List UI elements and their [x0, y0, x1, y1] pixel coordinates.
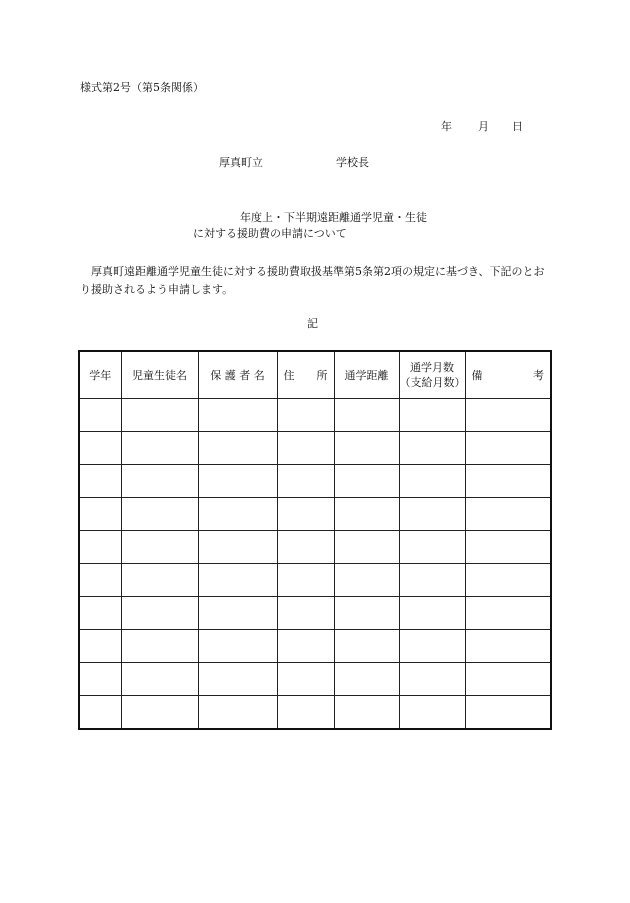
cell-student-name[interactable] — [121, 465, 198, 498]
header-months — [399, 351, 465, 399]
form-number-label: 様式第2号（第5条関係） — [80, 81, 204, 94]
header-grade: 学年 — [79, 351, 121, 399]
table-row — [79, 498, 551, 531]
table-row — [79, 597, 551, 630]
cell-student-name[interactable] — [121, 432, 198, 465]
cell-student-name[interactable] — [121, 531, 198, 564]
table-row — [79, 531, 551, 564]
cell-distance[interactable] — [334, 663, 399, 696]
header-distance: 通学距離 — [334, 351, 399, 399]
cell-remarks[interactable] — [465, 432, 551, 465]
cell-address[interactable] — [277, 597, 334, 630]
cell-guardian-name[interactable] — [198, 432, 277, 465]
cell-student-name[interactable] — [121, 663, 198, 696]
cell-remarks[interactable] — [465, 696, 551, 730]
cell-remarks[interactable] — [465, 564, 551, 597]
cell-remarks[interactable] — [465, 498, 551, 531]
ki-heading: 記 — [307, 317, 318, 330]
cell-months[interactable] — [399, 399, 465, 432]
application-body-text: 厚真町遠距離通学児童生徒に対する援助費取扱基準第5条第2項の規定に基づき、下記のとおり援助されるよう申請します。 — [80, 265, 545, 296]
header-months-main: 通学月数 — [410, 361, 454, 374]
cell-months[interactable] — [399, 663, 465, 696]
cell-address[interactable] — [277, 498, 334, 531]
cell-guardian-name[interactable] — [198, 399, 277, 432]
document-title-line2: に対する援助費の申請について — [193, 227, 347, 240]
cell-distance[interactable] — [334, 465, 399, 498]
cell-months[interactable] — [399, 531, 465, 564]
addressee-town: 厚真町立 — [219, 156, 263, 169]
header-months-sub: （支給月数） — [399, 376, 466, 389]
cell-grade[interactable] — [79, 696, 121, 730]
cell-student-name[interactable] — [121, 498, 198, 531]
cell-address[interactable] — [277, 465, 334, 498]
cell-address[interactable] — [277, 399, 334, 432]
cell-student-name[interactable] — [121, 696, 198, 730]
date-day-label: 日 — [512, 120, 523, 133]
cell-guardian-name[interactable] — [198, 696, 277, 730]
cell-grade[interactable] — [79, 498, 121, 531]
header-remarks-left: 備 — [471, 368, 483, 382]
document-title-line1: 年度上・下半期遠距離通学児童・生徒 — [240, 211, 427, 224]
cell-months[interactable] — [399, 498, 465, 531]
cell-remarks[interactable] — [465, 663, 551, 696]
table-row — [79, 564, 551, 597]
cell-student-name[interactable] — [121, 630, 198, 663]
cell-distance[interactable] — [334, 432, 399, 465]
cell-guardian-name[interactable] — [198, 663, 277, 696]
date-year-label: 年 — [441, 120, 452, 133]
cell-grade[interactable] — [79, 564, 121, 597]
cell-grade[interactable] — [79, 663, 121, 696]
cell-months[interactable] — [399, 465, 465, 498]
cell-grade[interactable] — [79, 597, 121, 630]
cell-address[interactable] — [277, 630, 334, 663]
cell-guardian-name[interactable] — [198, 498, 277, 531]
table-row — [79, 465, 551, 498]
cell-months[interactable] — [399, 630, 465, 663]
cell-months[interactable] — [399, 432, 465, 465]
cell-address[interactable] — [277, 696, 334, 730]
cell-guardian-name[interactable] — [198, 564, 277, 597]
cell-remarks[interactable] — [465, 597, 551, 630]
cell-distance[interactable] — [334, 696, 399, 730]
table-row — [79, 630, 551, 663]
table-row — [79, 432, 551, 465]
header-guardian-name: 保 護 者 名 — [198, 351, 277, 399]
cell-months[interactable] — [399, 597, 465, 630]
header-remarks — [465, 351, 551, 399]
cell-remarks[interactable] — [465, 630, 551, 663]
cell-distance[interactable] — [334, 399, 399, 432]
cell-months[interactable] — [399, 564, 465, 597]
cell-distance[interactable] — [334, 597, 399, 630]
cell-remarks[interactable] — [465, 465, 551, 498]
header-student-name: 児童生徒名 — [121, 351, 198, 399]
table-row — [79, 399, 551, 432]
date-month-label: 月 — [478, 120, 489, 133]
table-header-row — [79, 351, 551, 399]
cell-grade[interactable] — [79, 399, 121, 432]
cell-remarks[interactable] — [465, 531, 551, 564]
cell-distance[interactable] — [334, 531, 399, 564]
addressee-principal: 学校長 — [336, 156, 369, 169]
cell-address[interactable] — [277, 663, 334, 696]
cell-grade[interactable] — [79, 630, 121, 663]
cell-months[interactable] — [399, 696, 465, 730]
cell-distance[interactable] — [334, 630, 399, 663]
cell-guardian-name[interactable] — [198, 630, 277, 663]
cell-guardian-name[interactable] — [198, 465, 277, 498]
cell-distance[interactable] — [334, 564, 399, 597]
cell-distance[interactable] — [334, 498, 399, 531]
cell-address[interactable] — [277, 564, 334, 597]
cell-address[interactable] — [277, 531, 334, 564]
application-table — [78, 350, 552, 730]
table-row — [79, 663, 551, 696]
cell-student-name[interactable] — [121, 399, 198, 432]
cell-grade[interactable] — [79, 531, 121, 564]
cell-grade[interactable] — [79, 465, 121, 498]
cell-student-name[interactable] — [121, 564, 198, 597]
cell-student-name[interactable] — [121, 597, 198, 630]
cell-grade[interactable] — [79, 432, 121, 465]
header-remarks-right: 考 — [533, 368, 544, 382]
cell-remarks[interactable] — [465, 399, 551, 432]
table-row — [79, 696, 551, 730]
table-body — [79, 399, 551, 730]
header-address: 住 所 — [277, 351, 334, 399]
cell-address[interactable] — [277, 432, 334, 465]
cell-guardian-name[interactable] — [198, 597, 277, 630]
cell-guardian-name[interactable] — [198, 531, 277, 564]
